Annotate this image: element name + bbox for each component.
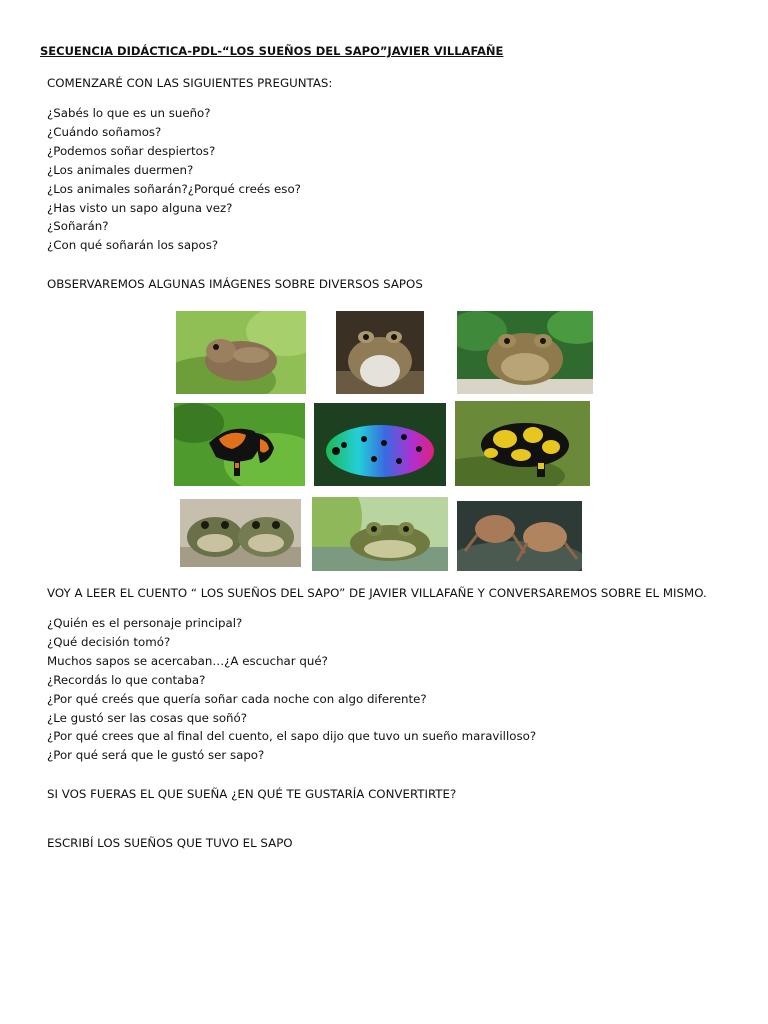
toad-croaking-photo [336,311,424,394]
list-item: ¿Los animales soñarán?¿Porqué creés eso? [47,181,301,196]
list-item: ¿Qué decisión tomó? [47,634,171,649]
questions-list-2 [47,614,536,765]
list-item: ¿Sabés lo que es un sueño? [47,106,211,120]
frog-in-water-photo [312,497,448,571]
list-item: ¿Con qué soñarán los sapos? [47,238,219,253]
list-item: ¿Por qué será que le gustó ser sapo? [47,748,265,763]
write-prompt: ESCRIBÍ LOS SUEÑOS QUE TUVO EL SAPO [47,836,293,850]
rainbow-frog-photo [314,403,446,486]
horned-toad-photo [457,311,593,394]
frogs-underwater-photo [457,501,582,571]
list-item: ¿Soñarán? [47,219,109,234]
if-you-were-question: SI VOS FUERAS EL QUE SUEÑA ¿EN QUÉ TE GUSTARÍA CONVERTIRTE? [47,787,457,801]
list-item: ¿Los animales duermen? [47,162,194,177]
list-item: ¿Has visto un sapo alguna vez? [47,200,233,215]
list-item: ¿Por qué creés que quería soñar cada noche con algo diferente? [47,691,427,706]
list-item: ¿Le gustó ser las cosas que soñó? [47,710,248,725]
document-title: SECUENCIA DIDÁCTICA-PDL-“LOS SUEÑOS DEL SAPO”JAVIER VILLAFAÑE [40,44,504,58]
list-item: ¿Recordás lo que contaba? [47,672,206,687]
list-item: ¿Quién es el personaje principal? [47,616,243,630]
images-heading: OBSERVAREMOS ALGUNAS IMÁGENES SOBRE DIVERSOS SAPOS [47,277,423,291]
toad-on-leaf-photo [176,311,306,394]
story-line: VOY A LEER EL CUENTO “ LOS SUEÑOS DEL SAPO” DE JAVIER VILLAFAÑE Y CONVERSAREMOS SOBRE EL MISMO. [47,586,707,600]
questions-list-1 [47,104,301,255]
list-item: ¿Podemos soñar despiertos? [47,143,216,158]
orange-black-frog-photo [174,403,305,486]
intro-line: COMENZARÉ CON LAS SIGUIENTES PREGUNTAS: [47,76,333,90]
two-toads-photo [180,499,301,567]
list-item: ¿Por qué crees que al final del cuento, el sapo dijo que tuvo un sueño maravilloso? [47,729,537,744]
yellow-black-frog-photo [455,401,590,486]
list-item: ¿Cuándo soñamos? [47,124,162,139]
list-item: Muchos sapos se acercaban…¿A escuchar qué? [47,653,328,668]
